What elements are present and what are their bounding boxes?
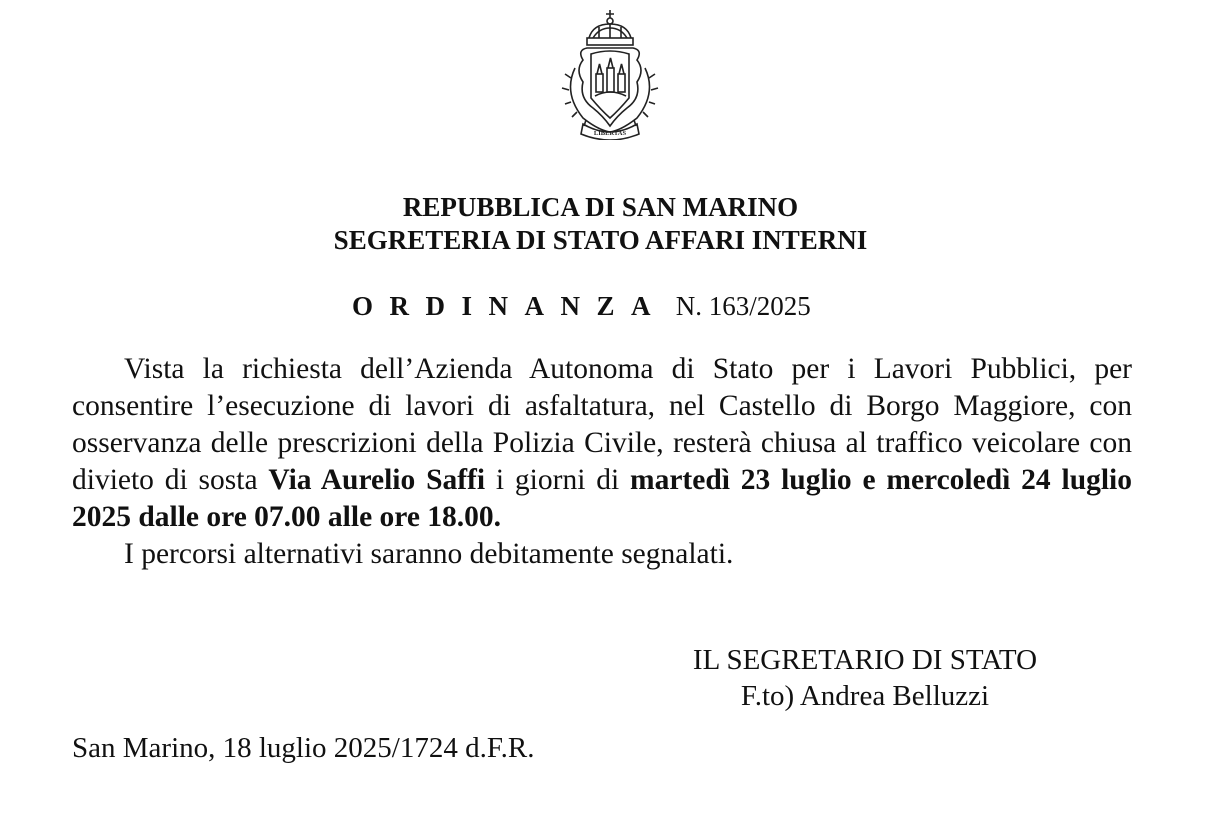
paragraph-text: i giorni di — [485, 464, 631, 496]
paragraph-text: Vista la richiesta dell’Azienda Autonoma di Stato per i Lavori Pubblici, per consentire l’esecuzione di lavori di asfaltatura, nel Castello di Borgo Maggiore, con osservanza delle prescrizioni della Polizia Civile, resterà chiusa al traffico veicolare con divieto di sosta — [72, 353, 1132, 496]
street-name: Via Aurelio Saffi — [268, 464, 486, 496]
ordinance-title: ORDINANZA — [352, 291, 668, 321]
ordinance-number: N. 163/2025 — [675, 291, 811, 321]
svg-text:LIBERTAS: LIBERTAS — [593, 130, 627, 137]
header-republic: REPUBBLICA DI SAN MARINO — [402, 192, 799, 222]
signatory-title: IL SEGRETARIO DI STATO — [692, 644, 1038, 676]
coat-of-arms-icon — [553, 8, 668, 140]
date-line: San Marino, 18 luglio 2025/1724 d.F.R. — [72, 732, 535, 764]
ordinance-heading — [352, 290, 811, 322]
closure-dates: martedì 23 luglio e mercoledì 24 luglio 2025 dalle ore 07.00 alle ore 18.00. — [72, 464, 1132, 533]
signatory-name: F.to) Andrea Belluzzi — [740, 680, 990, 712]
ordinance-body — [72, 351, 1132, 573]
alternative-routes-note: I percorsi alternativi saranno debitamente segnalati. — [124, 538, 734, 570]
header-secretariat: SEGRETERIA DI STATO AFFARI INTERNI — [333, 225, 868, 255]
ordinance-paragraph — [72, 351, 1132, 536]
signature-block — [620, 642, 1110, 714]
